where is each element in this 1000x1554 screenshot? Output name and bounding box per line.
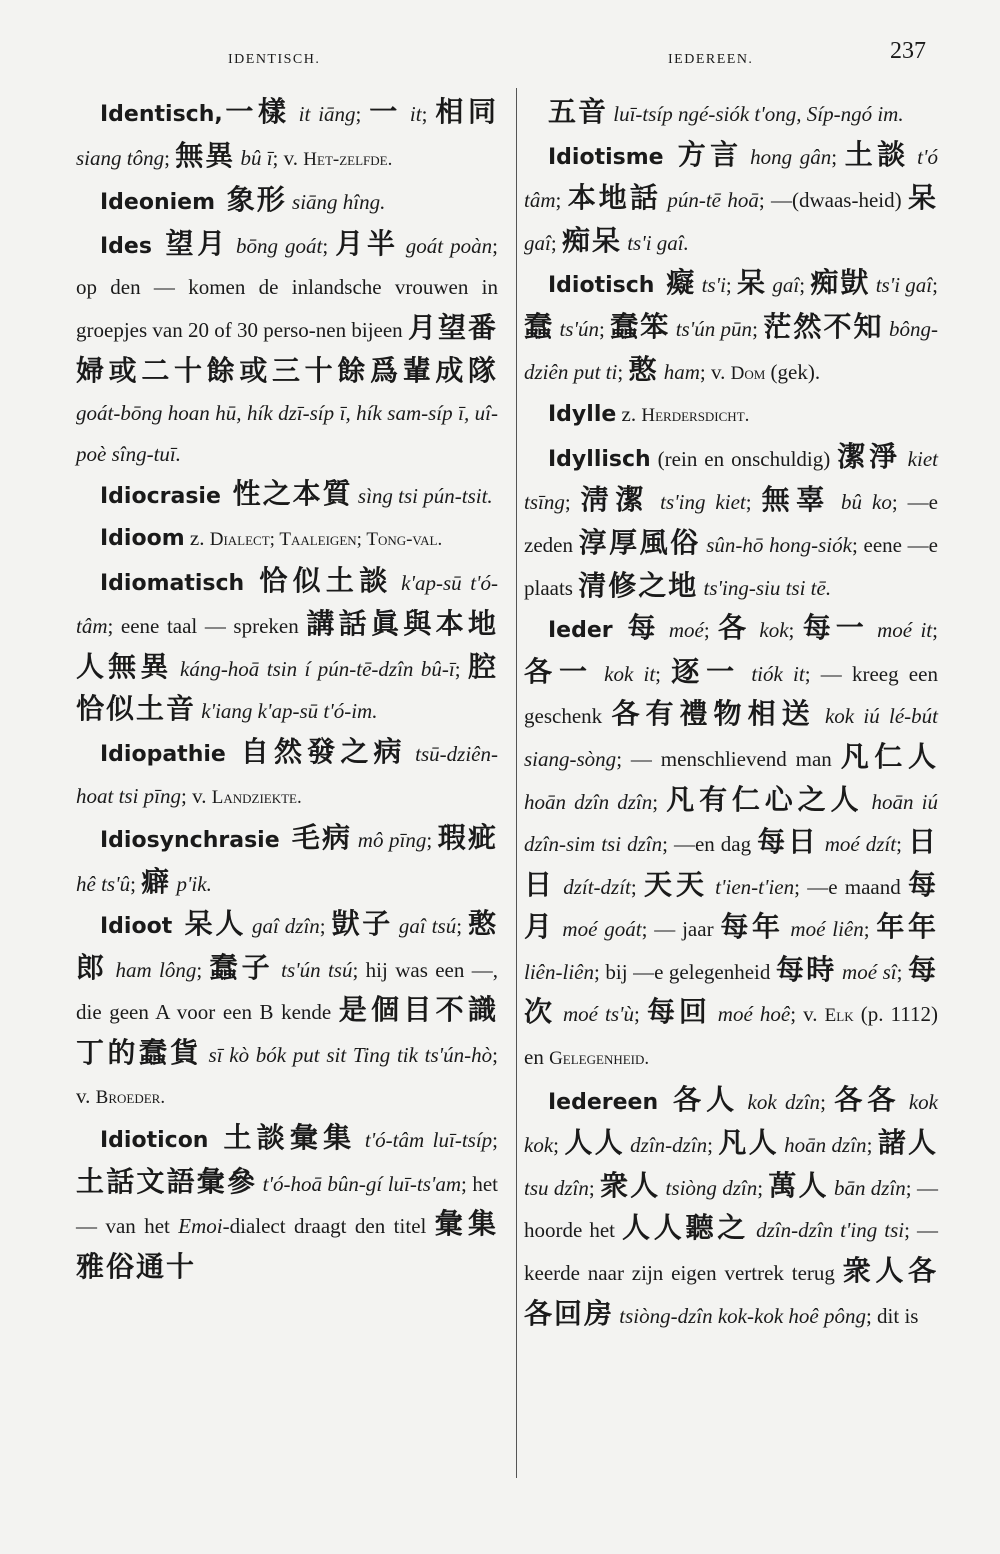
chinese-characters: 五音 bbox=[548, 95, 609, 128]
cross-reference: Het-zelfde. bbox=[303, 148, 393, 170]
romanization: it iāng bbox=[290, 102, 356, 126]
chinese-characters: 本地話 bbox=[567, 181, 661, 215]
chinese-characters: 蠢 bbox=[524, 309, 555, 343]
romanization: Emoi bbox=[178, 1214, 223, 1239]
chinese-characters: 月望番婦或二十餘或三十餘爲輩成隊 bbox=[76, 310, 498, 387]
chinese-characters: 淸潔 bbox=[580, 483, 651, 517]
romanization: siang tông bbox=[76, 145, 165, 170]
romanization: luī-tsíp ngé-siók t'ong, Síp-ngó im. bbox=[608, 102, 904, 126]
romanization: ts'ing kiet bbox=[650, 490, 746, 515]
chinese-characters: 恰似土談 bbox=[244, 563, 393, 597]
chinese-characters: 凡有仁心之人 bbox=[666, 782, 864, 816]
column-divider bbox=[516, 88, 517, 1478]
definition-text: ; bbox=[421, 102, 436, 126]
romanization: goát poàn bbox=[398, 233, 493, 258]
definition-text: ; —en dag bbox=[662, 832, 758, 857]
romanization: gaî bbox=[524, 230, 551, 255]
romanization: tsiòng dzîn bbox=[660, 1175, 758, 1200]
chinese-characters: 毛病 bbox=[279, 821, 353, 855]
chinese-characters: 呆 bbox=[907, 181, 938, 215]
chinese-characters: 各 bbox=[717, 611, 752, 645]
romanization: moé hoê bbox=[710, 1002, 791, 1027]
dictionary-entry bbox=[76, 474, 498, 518]
chinese-characters: 方言 bbox=[663, 137, 743, 171]
definition-text: ; bbox=[799, 273, 811, 298]
chinese-characters: 是個目不識丁的蠢貨 bbox=[76, 993, 498, 1070]
chinese-characters: 講話眞與本地人無異 bbox=[76, 607, 498, 683]
cross-reference: Broeder. bbox=[95, 1086, 166, 1108]
definition-text: ; eene taal — spreken bbox=[107, 614, 307, 639]
chinese-characters: 每次 bbox=[524, 952, 938, 1029]
definition-text: ; bbox=[130, 871, 142, 896]
dictionary-entry bbox=[76, 818, 498, 904]
dictionary-entry bbox=[524, 135, 938, 264]
entry-headword: Ieder bbox=[548, 618, 613, 644]
chinese-characters: 凡仁人 bbox=[840, 739, 938, 773]
romanization: t'ó tâm bbox=[524, 144, 939, 213]
entry-headword: Idiomatisch bbox=[100, 570, 245, 596]
entry-headword: Ideoniem bbox=[100, 190, 216, 216]
chinese-characters: 癡 bbox=[654, 266, 697, 300]
cross-reference: Landziekte. bbox=[211, 786, 302, 808]
dictionary-entry bbox=[524, 263, 938, 394]
chinese-characters: 痴獃 bbox=[810, 266, 871, 300]
chinese-characters: 每年 bbox=[720, 910, 784, 944]
romanization: t'ó-tâm luī-tsíp bbox=[356, 1128, 493, 1153]
chinese-characters: 憨 bbox=[628, 352, 659, 386]
romanization: sìng tsi pún-tsit. bbox=[352, 484, 493, 509]
definition-text: ; op den — komen de inlandsche vrouwen in groepjes van 20 of 30 perso-nen bijeen bbox=[76, 233, 498, 342]
romanization: dzít-dzít bbox=[555, 874, 631, 899]
definition-text: ; — kreeg een geschenk bbox=[524, 661, 938, 729]
romanization: ts'ún pūn bbox=[670, 316, 753, 341]
romanization: ts'ún bbox=[554, 316, 599, 341]
chinese-characters: 衆人各各回房 bbox=[524, 1254, 938, 1330]
definition-text: ; bbox=[707, 1133, 719, 1158]
definition-text: ; v. bbox=[699, 359, 731, 384]
romanization: gaî dzîn bbox=[246, 914, 320, 939]
romanization: kok it bbox=[593, 661, 656, 686]
romanization: ts'i gaî. bbox=[621, 230, 689, 255]
definition-text: ; bbox=[617, 359, 629, 384]
romanization: hoān dzîn dzîn bbox=[524, 789, 653, 814]
definition-text: ; bbox=[831, 144, 845, 169]
definition-text: ; eene —e plaats bbox=[524, 532, 938, 600]
definition-text: ; v. bbox=[790, 1002, 825, 1027]
romanization: mô pīng bbox=[352, 828, 427, 853]
entry-headword: Idiotisch bbox=[548, 273, 655, 299]
dictionary-entry bbox=[76, 180, 498, 224]
romanization: moé liên bbox=[783, 917, 864, 942]
definition-text: ; bbox=[896, 959, 908, 984]
romanization: bû ko bbox=[831, 490, 892, 515]
romanization: hê ts'û bbox=[76, 871, 131, 896]
romanization: ts'i bbox=[696, 273, 726, 298]
entry-headword: Identisch, bbox=[100, 102, 223, 127]
definition-text: ; bbox=[752, 316, 764, 341]
chinese-characters: 無辜 bbox=[761, 483, 832, 517]
romanization: tsiòng-dzîn kok-kok hoê pông bbox=[614, 1303, 866, 1328]
romanization: k'ap-sū t'ó-tâm bbox=[76, 570, 499, 639]
definition-text: ; bbox=[454, 656, 468, 681]
definition-text: ; —(dwaas-heid) bbox=[758, 188, 908, 213]
definition-text: ; bbox=[564, 490, 581, 515]
entry-headword: Ides bbox=[100, 233, 152, 259]
romanization: dzîn-dzîn t'ing tsi bbox=[749, 1218, 905, 1243]
chinese-characters: 癖 bbox=[141, 864, 172, 898]
definition-text: ; v. bbox=[76, 1043, 498, 1108]
definition-text: ; — jaar bbox=[641, 917, 721, 942]
entry-headword: Idyllisch bbox=[548, 446, 651, 472]
definition-text: ; bbox=[634, 1002, 647, 1027]
definition-text: ; bbox=[788, 618, 803, 643]
chinese-characters: 土話文語彙參 bbox=[76, 1164, 258, 1198]
chinese-characters: 一 bbox=[369, 95, 402, 128]
chinese-characters: 性之本質 bbox=[220, 477, 353, 511]
chinese-characters: 每日 bbox=[757, 825, 819, 859]
romanization: kok bbox=[751, 618, 789, 643]
romanization: ts'ing-siu tsi tē. bbox=[698, 575, 832, 600]
chinese-characters: 一樣 bbox=[222, 95, 291, 128]
running-head-right: IEDEREEN. bbox=[668, 52, 754, 67]
definition-text: ; bbox=[319, 914, 332, 939]
definition-text: z. bbox=[616, 402, 642, 427]
romanization: k'iang k'ap-sū t'ó-im. bbox=[196, 699, 378, 724]
chinese-characters: 每時 bbox=[775, 952, 837, 986]
chinese-characters: 象形 bbox=[215, 183, 287, 217]
definition-text: ; —e maand bbox=[794, 874, 908, 899]
dictionary-entry bbox=[524, 92, 938, 135]
definition-text: ; bbox=[355, 102, 370, 126]
definition-text: ; bij —e gelegenheid bbox=[593, 959, 776, 984]
entry-headword: Idiotisme bbox=[548, 144, 664, 170]
definition-text: ; bbox=[652, 789, 667, 814]
chinese-characters: 每回 bbox=[646, 995, 711, 1029]
romanization: kok iú lé-bút siang-sòng bbox=[524, 704, 938, 771]
romanization: liên-liên bbox=[524, 959, 594, 984]
dictionary-entry bbox=[76, 92, 498, 180]
chinese-characters: 逐一 bbox=[671, 654, 742, 688]
romanization: hoān dzîn bbox=[778, 1133, 867, 1158]
definition-text: z. bbox=[184, 525, 210, 550]
romanization: káng-hoā tsin í pún-tē-dzîn bû-ī bbox=[172, 656, 455, 681]
dictionary-entry bbox=[524, 1080, 938, 1337]
definition-text: ; bbox=[757, 1175, 769, 1200]
definition-text: ; bbox=[456, 914, 468, 939]
romanization: moé sî bbox=[836, 959, 897, 984]
chinese-characters: 相同 bbox=[435, 95, 498, 128]
definition-text: ; bbox=[655, 661, 672, 686]
definition-text: ; v. bbox=[181, 783, 212, 808]
definition-text: ; — menschlievend man bbox=[616, 746, 841, 771]
definition-text: ; bbox=[550, 230, 562, 255]
running-head-left: IDENTISCH. bbox=[228, 52, 321, 67]
dictionary-entry bbox=[76, 224, 498, 475]
romanization: moé it bbox=[868, 618, 933, 643]
chinese-characters: 人人 bbox=[564, 1126, 625, 1160]
chinese-characters: 天天 bbox=[643, 867, 708, 901]
romanization: tiók it bbox=[741, 661, 805, 686]
cross-reference: Dialect; Taaleigen; Tong-val. bbox=[209, 528, 443, 550]
romanization: sûn-hō hong-siók bbox=[700, 532, 852, 557]
entry-headword: Idioot bbox=[100, 914, 173, 940]
chinese-characters: 茫然不知 bbox=[763, 309, 884, 343]
romanization: siāng hîng. bbox=[286, 190, 386, 215]
definition-text: ; bbox=[932, 618, 938, 643]
chinese-characters: 土談彙集 bbox=[208, 1121, 357, 1155]
definition-text: ; bbox=[896, 832, 908, 857]
definition-text: ; — hoorde het bbox=[524, 1175, 938, 1243]
definition-text: -dialect draagt den titel bbox=[222, 1214, 435, 1239]
romanization: tsu dzîn bbox=[524, 1175, 589, 1200]
romanization: t'ien-t'ien bbox=[707, 874, 795, 899]
romanization: t'ó-hoā bûn-gí luī-ts'am bbox=[257, 1171, 462, 1196]
page-number: 237 bbox=[890, 38, 926, 64]
romanization: moé bbox=[660, 618, 704, 643]
romanization: moé dzít bbox=[818, 832, 897, 857]
definition-text: ; bbox=[630, 874, 644, 899]
definition-text: (rein en onschuldig) bbox=[650, 446, 838, 471]
romanization: moé goát bbox=[555, 917, 642, 942]
chinese-characters: 無異 bbox=[175, 138, 236, 172]
chinese-characters: 蠢子 bbox=[209, 950, 274, 984]
definition-text: ; bbox=[553, 1133, 565, 1158]
chinese-characters: 每 bbox=[612, 611, 661, 645]
dictionary-entry bbox=[524, 608, 938, 1080]
romanization: ham lông bbox=[108, 957, 197, 982]
chinese-characters: 腔恰似土音 bbox=[76, 649, 498, 726]
definition-text: (p. 1112) en bbox=[524, 1002, 938, 1070]
definition-text: (gek). bbox=[765, 359, 821, 384]
chinese-characters: 每一 bbox=[802, 611, 869, 645]
chinese-characters: 凡人 bbox=[718, 1126, 779, 1160]
romanization: pún-tē hoā bbox=[660, 188, 759, 213]
chinese-characters: 各各 bbox=[834, 1082, 901, 1116]
romanization: gaî bbox=[767, 273, 800, 298]
definition-text: ; bbox=[322, 233, 336, 258]
definition-text: ; bbox=[492, 1128, 499, 1153]
dictionary-entry bbox=[76, 732, 498, 818]
cross-reference: Dom bbox=[730, 362, 766, 384]
chinese-characters: 彙集雅俗通十 bbox=[76, 1207, 498, 1284]
dictionary-entry bbox=[524, 394, 938, 437]
cross-reference: Gelegenheid. bbox=[549, 1048, 650, 1070]
romanization: bōng goát bbox=[229, 233, 323, 258]
romanization: bān dzîn bbox=[828, 1175, 906, 1200]
chinese-characters: 清修之地 bbox=[578, 568, 699, 602]
definition-text: ; dit is bbox=[865, 1303, 919, 1328]
dictionary-entry bbox=[76, 561, 498, 732]
romanization: hong gân bbox=[742, 144, 832, 169]
entry-headword: Idioom bbox=[100, 525, 185, 551]
definition-text: ; bbox=[725, 273, 738, 298]
dictionary-entry bbox=[76, 518, 498, 561]
chinese-characters: 月半 bbox=[335, 226, 399, 260]
chinese-characters: 各人 bbox=[658, 1082, 740, 1116]
cross-reference: Elk bbox=[824, 1005, 854, 1027]
definition-text: ; bbox=[598, 316, 611, 341]
romanization: kiet tsīng bbox=[524, 446, 938, 515]
dictionary-entry bbox=[524, 437, 938, 608]
chinese-characters: 日日 bbox=[524, 825, 938, 901]
chinese-characters: 蠢笨 bbox=[610, 309, 671, 343]
definition-text: ; het — van het bbox=[76, 1171, 498, 1239]
right-column bbox=[524, 92, 938, 1336]
definition-text: ; bbox=[932, 273, 938, 298]
chinese-characters: 獃子 bbox=[331, 907, 393, 941]
chinese-characters: 淳厚風俗 bbox=[578, 525, 701, 559]
romanization: moé ts'ù bbox=[555, 1002, 635, 1027]
romanization: p'ik. bbox=[171, 871, 212, 896]
entry-headword: Idioticon bbox=[100, 1128, 209, 1154]
romanization: ts'ún tsú bbox=[273, 957, 353, 982]
romanization: gaî tsú bbox=[392, 914, 457, 939]
entry-headword: Iedereen bbox=[548, 1089, 659, 1115]
definition-text: ; —keerde naar zijn eigen vertrek terug bbox=[524, 1218, 938, 1286]
definition-text: ; bbox=[820, 1089, 835, 1114]
definition-text: ; v. bbox=[272, 145, 304, 170]
entry-headword: Idiosynchrasie bbox=[100, 828, 280, 854]
chinese-characters: 潔淨 bbox=[837, 439, 901, 473]
romanization: goát-bōng hoan hū, hík dzī-síp ī, hík sam-síp ī, uî-poè sîng-tuī. bbox=[76, 401, 498, 466]
definition-text: ; bbox=[164, 145, 176, 170]
romanization: bû ī bbox=[235, 145, 273, 170]
chinese-characters: 每月 bbox=[524, 867, 938, 944]
chinese-characters: 望月 bbox=[151, 226, 229, 260]
romanization: ham bbox=[658, 359, 700, 384]
dictionary-entry bbox=[76, 904, 498, 1118]
chinese-characters: 瑕疵 bbox=[437, 821, 499, 855]
chinese-characters: 各有禮物相送 bbox=[611, 697, 816, 731]
chinese-characters: 自然發之病 bbox=[225, 734, 407, 768]
chinese-characters: 衆人 bbox=[600, 1168, 661, 1202]
entry-headword: Idiocrasie bbox=[100, 484, 221, 510]
romanization: hoān iú dzîn-sim tsi dzîn bbox=[524, 789, 938, 857]
chinese-characters: 諸人 bbox=[877, 1126, 938, 1160]
definition-text: ; bbox=[588, 1175, 601, 1200]
romanization: sī kò bók put sit Ting tik ts'ún-hò bbox=[201, 1043, 493, 1068]
romanization: dzîn-dzîn bbox=[624, 1133, 708, 1158]
chinese-characters: 呆人 bbox=[172, 907, 247, 941]
chinese-characters: 憨郎 bbox=[76, 907, 498, 984]
chinese-characters: 土談 bbox=[844, 137, 910, 171]
romanization: tsū-dziên-hoat tsi pīng bbox=[76, 741, 498, 808]
definition-text: ; bbox=[745, 490, 762, 515]
chinese-characters: 萬人 bbox=[768, 1168, 829, 1202]
definition-text: ; bbox=[866, 1133, 878, 1158]
left-column bbox=[76, 92, 498, 1290]
definition-text: ; bbox=[863, 917, 877, 942]
definition-text: ; hij was een —, die geen A voor een B kende bbox=[76, 957, 498, 1025]
definition-text: ; bbox=[426, 828, 438, 853]
chinese-characters: 呆 bbox=[737, 266, 768, 300]
chinese-characters: 人人聽之 bbox=[622, 1211, 750, 1245]
chinese-characters: 各一 bbox=[524, 654, 594, 688]
definition-text: ; bbox=[555, 188, 568, 213]
definition-text: ; bbox=[703, 618, 718, 643]
romanization: it bbox=[401, 102, 422, 126]
chinese-characters: 年年 bbox=[876, 910, 938, 944]
definition-text: ; bbox=[196, 957, 210, 982]
chinese-characters: 痴呆 bbox=[561, 223, 622, 257]
romanization: kok dzîn bbox=[739, 1089, 821, 1114]
entry-headword: Idylle bbox=[548, 402, 617, 428]
entry-headword: Idiopathie bbox=[100, 741, 226, 767]
romanization: ts'i gaî bbox=[870, 273, 933, 298]
romanization: kok kok bbox=[524, 1089, 938, 1158]
dictionary-entry bbox=[76, 1118, 498, 1289]
definition-text: ; —e zeden bbox=[524, 490, 938, 557]
romanization: bông-dziên put ti bbox=[524, 316, 938, 384]
cross-reference: Herdersdicht. bbox=[641, 405, 750, 427]
